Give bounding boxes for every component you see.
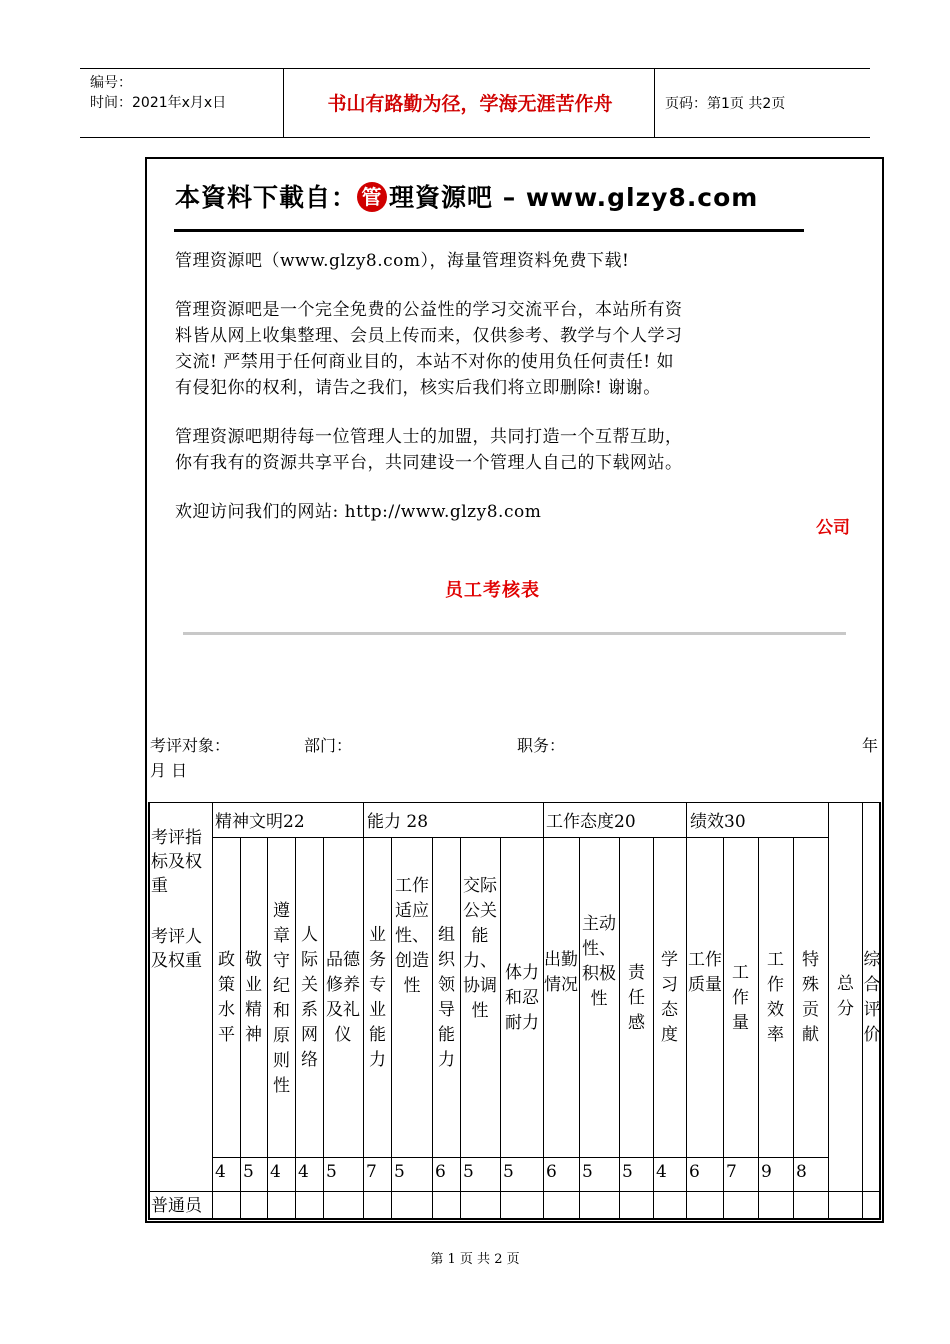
group-ability: 能力 28	[367, 812, 429, 832]
item-col-rule	[391, 837, 392, 1220]
criteria-header: 学习态度	[661, 950, 678, 1045]
item-col-rule	[323, 837, 324, 1220]
score-cell[interactable]	[580, 1192, 619, 1218]
intro-paragraph	[175, 297, 683, 401]
score-cell[interactable]	[620, 1192, 653, 1218]
intro-text-line: 管理资源吧是一个完全免费的公益性的学习交流平台，本站所有资	[175, 300, 683, 320]
doc-date: 时间：2021年x月x日	[90, 95, 227, 111]
score-cell[interactable]	[364, 1192, 391, 1218]
criteria-weight: 7	[366, 1162, 377, 1182]
item-col-rule	[295, 837, 296, 1220]
criteria-weight: 4	[656, 1162, 667, 1182]
score-cell[interactable]	[759, 1192, 793, 1218]
position-label: 职务：	[517, 736, 566, 755]
target-label: 考评对象：	[150, 736, 231, 755]
criteria-weight: 6	[689, 1162, 700, 1182]
item-col-rule	[619, 837, 620, 1220]
criteria-weight: 5	[503, 1162, 514, 1182]
evaluation-table	[148, 802, 881, 1220]
score-cell[interactable]	[794, 1192, 828, 1218]
item-col-rule	[267, 837, 268, 1220]
criteria-weight: 9	[761, 1162, 772, 1182]
year-label: 年	[862, 736, 879, 755]
group-spirit: 精神文明22	[215, 812, 305, 832]
intro-text-line: 交流! 严禁用于任何商业目的，本站不对你的使用负任何责任! 如	[175, 352, 674, 372]
criteria-weight: 5	[394, 1162, 405, 1182]
banner-prefix: 本資料下載自：	[175, 183, 358, 212]
item-col-rule	[793, 837, 794, 1220]
page-footer: 第 1 页 共 2 页	[430, 1252, 520, 1267]
header-meta	[90, 73, 226, 113]
group-performance: 绩效30	[690, 812, 746, 832]
score-cell[interactable]	[241, 1192, 267, 1218]
criteria-weight: 6	[435, 1162, 446, 1182]
criteria-header: 工作适应性、创造性	[395, 876, 429, 996]
table-border	[148, 802, 150, 1220]
criteria-header: 工作量	[732, 963, 749, 1033]
banner-divider	[174, 229, 804, 232]
criteria-header: 交际公关能力、协调性	[463, 876, 497, 1021]
item-col-rule	[240, 837, 241, 1220]
overall-evaluation-header: 综合评价	[863, 950, 881, 1045]
criteria-header: 政策水平	[218, 950, 235, 1045]
corner-criteria-label: 考评指标及权重	[151, 828, 202, 896]
criteria-header: 责任感	[628, 963, 645, 1033]
criteria-header: 品德修养及礼仪	[326, 950, 360, 1045]
website-link[interactable]: 欢迎访问我们的网站: http://www.glzy8.com	[175, 502, 542, 522]
score-cell[interactable]	[461, 1192, 500, 1218]
weights-rule	[212, 1157, 828, 1158]
item-col-rule	[758, 837, 759, 1220]
month-day-label: 月 日	[150, 761, 188, 780]
criteria-header: 主动性、积极性	[582, 914, 616, 1009]
banner-suffix: 理資源吧 – www.glzy8.com	[389, 183, 759, 212]
score-cell[interactable]	[268, 1192, 295, 1218]
criteria-weight: 4	[298, 1162, 309, 1182]
department-label: 部门：	[304, 736, 353, 755]
criteria-header: 遵章守纪和原则性	[273, 901, 290, 1096]
criteria-header: 工作质量	[688, 950, 722, 995]
intro-text-line: 有侵犯你的权利，请告之我们，核实后我们将立即删除! 谢谢。	[175, 378, 661, 398]
criteria-weight: 7	[726, 1162, 737, 1182]
item-col-rule	[653, 837, 654, 1220]
score-cell[interactable]	[654, 1192, 686, 1218]
criteria-weight: 5	[326, 1162, 337, 1182]
criteria-header: 出勤情况	[544, 950, 578, 995]
criteria-weight: 4	[215, 1162, 226, 1182]
item-col-rule	[543, 837, 544, 1220]
corner-evaluator-label: 考评人及权重	[151, 927, 202, 971]
form-title: 员工考核表	[445, 580, 540, 601]
score-cell[interactable]	[213, 1192, 240, 1218]
item-col-rule	[460, 837, 461, 1220]
score-cell[interactable]	[501, 1192, 543, 1218]
item-col-rule	[432, 837, 433, 1220]
row-label-staff: 普通员	[151, 1196, 202, 1216]
invite-text-line: 管理资源吧期待每一位管理人士的加盟，共同打造一个互帮互助，	[175, 427, 683, 447]
page-header	[80, 68, 870, 138]
intro-line: 管理资源吧（www.glzy8.com），海量管理资料免费下载!	[175, 251, 630, 271]
criteria-header: 组织领导能力	[438, 925, 455, 1070]
page-indicator: 页码：第1页 共2页	[665, 96, 786, 112]
item-col-rule	[363, 837, 364, 1220]
doc-number-label: 编号：	[90, 75, 132, 91]
criteria-header: 特殊贡献	[802, 950, 819, 1045]
criteria-header: 体力和忍耐力	[505, 963, 539, 1033]
download-banner	[175, 178, 758, 214]
company-label: 公司	[816, 518, 850, 538]
table-border	[148, 1218, 881, 1220]
score-cell[interactable]	[324, 1192, 363, 1218]
criteria-weight: 5	[622, 1162, 633, 1182]
col-rule	[212, 802, 213, 1220]
criteria-weight: 6	[546, 1162, 557, 1182]
criteria-weight: 5	[582, 1162, 593, 1182]
score-cell[interactable]	[296, 1192, 323, 1218]
criteria-header: 敬业精神	[245, 950, 262, 1045]
group-rule	[212, 837, 828, 838]
total-score-header: 总分	[837, 974, 854, 1019]
header-slogan: 书山有路勤为径，学海无涯苦作舟	[327, 93, 613, 115]
site-logo-icon: 管	[357, 182, 387, 212]
intro-text-line: 料皆从网上收集整理、会员上传而来，仅供参考、教学与个人学习	[175, 326, 683, 346]
item-col-rule	[500, 837, 501, 1220]
criteria-weight: 8	[796, 1162, 807, 1182]
item-col-rule	[579, 837, 580, 1220]
group-attitude: 工作态度20	[546, 812, 636, 832]
item-col-rule	[686, 837, 687, 1220]
header-divider	[283, 69, 284, 137]
score-cell[interactable]	[687, 1192, 723, 1218]
criteria-header: 工作效率	[767, 950, 784, 1045]
title-divider	[183, 632, 846, 635]
score-cell[interactable]	[433, 1192, 460, 1218]
score-cell[interactable]	[392, 1192, 432, 1218]
score-cell[interactable]	[544, 1192, 579, 1218]
item-col-rule	[723, 837, 724, 1220]
invite-paragraph	[175, 424, 683, 476]
criteria-weight: 5	[463, 1162, 474, 1182]
criteria-weight: 4	[270, 1162, 281, 1182]
score-cell[interactable]	[724, 1192, 758, 1218]
criteria-header: 业务专业能力	[369, 925, 386, 1070]
criteria-header: 人际关系网络	[301, 925, 318, 1070]
criteria-weight: 5	[243, 1162, 254, 1182]
table-border	[148, 802, 881, 803]
invite-text-line: 你有我有的资源共享平台，共同建设一个管理人自己的下载网站。	[175, 453, 683, 473]
